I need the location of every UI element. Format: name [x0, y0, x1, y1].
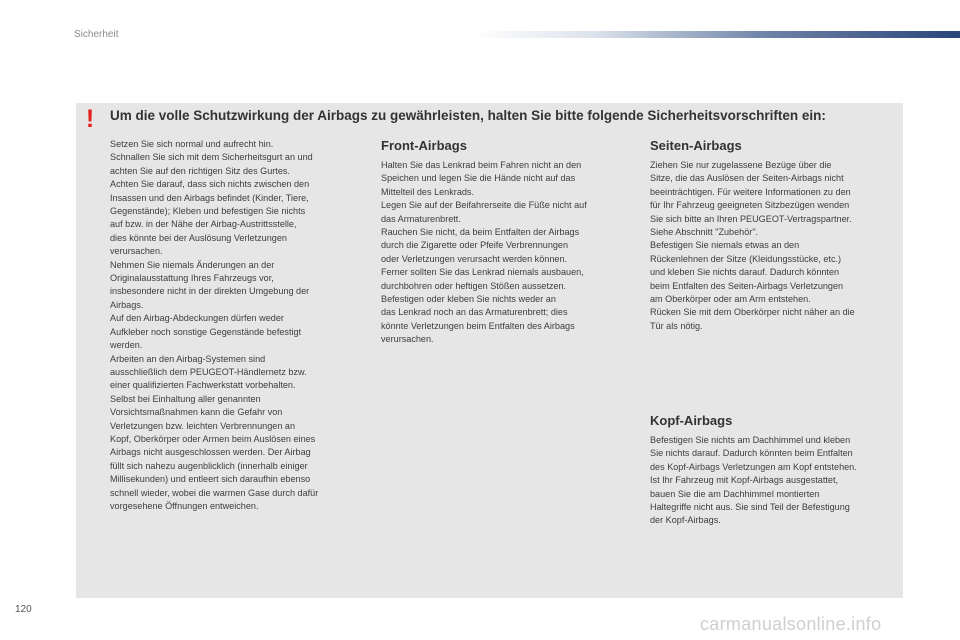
- text-line: Tür als nötig.: [650, 320, 703, 331]
- text-line: der Kopf-Airbags.: [650, 515, 721, 526]
- text-line: Mittelteil des Lenkrads.: [381, 186, 475, 197]
- text-line: Arbeiten an den Airbag-Systemen sind: [110, 353, 266, 364]
- text-line: schnell wieder, wobei die warmen Gase durch dafür: [110, 487, 319, 498]
- text-line: Insassen und den Airbags befindet (Kinder, Tiere,: [110, 192, 309, 203]
- text-line: ausschließlich dem PEUGEOT-Händlernetz bzw.: [110, 366, 307, 377]
- page-number: 120: [15, 604, 32, 615]
- text-line: am Oberkörper oder am Arm entstehen.: [650, 294, 811, 305]
- text-line: Rauchen Sie nicht, da beim Entfalten der Airbags: [381, 227, 580, 238]
- text-line: beim Entfalten des Seiten-Airbags Verletzungen: [650, 280, 844, 291]
- text-line: Setzen Sie sich normal und aufrecht hin.: [110, 139, 274, 149]
- warning-title: Um die volle Schutzwirkung der Airbags zu gewährleisten, halten Sie bitte folgende Sicherheitsvorschriften ein:: [110, 108, 826, 123]
- text-line: Rücken Sie mit dem Oberkörper nicht näher an die: [650, 307, 855, 318]
- text-line: das Lenkrad noch an das Armaturenbrett; dies: [381, 307, 568, 318]
- text-line: Befestigen Sie nichts am Dachhimmel und kleben: [650, 435, 851, 445]
- watermark: carmanualsonline.info: [700, 614, 882, 634]
- text-line: Gegenstände); Kleben und befestigen Sie nichts: [110, 206, 306, 217]
- general-rules: [110, 138, 362, 513]
- text-line: Achten Sie darauf, dass sich nichts zwischen den: [110, 179, 310, 190]
- text-line: Halten Sie das Lenkrad beim Fahren nicht an den: [381, 160, 582, 170]
- side-airbags-heading: Seiten-Airbags: [650, 138, 742, 153]
- text-line: auf bzw. in der Nähe der Airbag-Austrittsstelle,: [110, 219, 297, 230]
- text-line: Originalausstattung Ihres Fahrzeugs vor,: [110, 273, 274, 284]
- text-line: Sitze, die das Auslösen der Seiten-Airbags nicht: [650, 173, 844, 184]
- text-line: durchbohren oder heftigen Stößen aussetzen.: [381, 280, 567, 291]
- text-line: vorgesehene Öffnungen entweichen.: [110, 500, 259, 511]
- text-line: Aufkleber noch sonstige Gegenstände befestigt: [110, 326, 302, 337]
- text-line: Sie sich bitte an Ihren PEUGEOT-Vertragspartner.: [650, 213, 852, 224]
- text-line: füllt sich nahezu augenblicklich (innerhalb einiger: [110, 460, 308, 471]
- text-line: Kopf, Oberkörper oder Armen beim Auslösen eines: [110, 433, 316, 444]
- text-line: Rückenlehnen der Sitze (Kleidungsstücke, etc.): [650, 253, 842, 264]
- head-airbags-heading: Kopf-Airbags: [650, 413, 733, 428]
- text-line: Auf den Airbag-Abdeckungen dürfen weder: [110, 313, 284, 324]
- text-line: Befestigen Sie niemals etwas an den: [650, 240, 800, 251]
- text-line: verursachen.: [110, 246, 163, 257]
- head-airbags-text: [650, 434, 900, 528]
- text-line: Ferner sollten Sie das Lenkrad niemals ausbauen,: [381, 267, 584, 278]
- text-line: Vorsichtsmaßnahmen kann die Gefahr von: [110, 407, 283, 418]
- text-line: Airbags nicht ausgeschlossen werden. Der Airbag: [110, 447, 311, 458]
- front-airbags-heading: Front-Airbags: [381, 138, 467, 153]
- text-line: durch die Zigarette oder Pfeife Verbrennungen: [381, 240, 569, 251]
- text-line: Verletzungen bzw. leichten Verbrennungen an: [110, 420, 296, 431]
- text-line: für Ihr Fahrzeug geeigneten Sitzbezügen wenden: [650, 200, 850, 211]
- text-line: insbesondere nicht in der direkten Umgebung der: [110, 286, 310, 297]
- text-line: Siehe Abschnitt "Zubehör".: [650, 227, 759, 238]
- text-line: Haltegriffe nicht aus. Sie sind Teil der Befestigung: [650, 502, 850, 513]
- text-line: könnte Verletzungen beim Entfalten des Airbags: [381, 320, 575, 331]
- text-line: des Kopf-Airbags Verletzungen am Kopf entstehen.: [650, 461, 857, 472]
- text-line: verursachen.: [381, 334, 434, 345]
- header-bar: [470, 31, 960, 38]
- text-line: und kleben Sie nichts darauf. Dadurch könnten: [650, 267, 840, 278]
- text-line: Legen Sie auf der Beifahrerseite die Füße nicht auf: [381, 200, 587, 211]
- text-line: Befestigen oder kleben Sie nichts weder an: [381, 294, 556, 305]
- text-line: Millisekunden) und entleert sich daraufhin ebenso: [110, 474, 311, 485]
- text-line: Airbags.: [110, 299, 144, 310]
- text-line: einer qualifizierten Fachwerkstatt vorbehalten.: [110, 380, 296, 391]
- text-line: Selbst bei Einhaltung aller genannten: [110, 393, 261, 404]
- text-line: Sie nichts darauf. Dadurch könnten beim Entfalten: [650, 448, 853, 459]
- text-line: Speichen und legen Sie die Hände nicht auf das: [381, 173, 576, 184]
- text-line: dies könnte bei der Auslösung Verletzungen: [110, 232, 287, 243]
- text-line: beeinträchtigen. Für weitere Informationen zu den: [650, 186, 851, 197]
- text-line: oder Verletzungen verursacht werden können.: [381, 253, 568, 264]
- exclamation-icon: !: [85, 105, 95, 133]
- side-airbags-text: [650, 159, 900, 333]
- text-line: Schnallen Sie sich mit dem Sicherheitsgurt an und: [110, 152, 313, 163]
- text-line: werden.: [110, 340, 143, 351]
- text-line: Ist Ihr Fahrzeug mit Kopf-Airbags ausgestattet,: [650, 475, 839, 486]
- front-airbags-text: [381, 159, 631, 347]
- text-line: Ziehen Sie nur zugelassene Bezüge über die: [650, 160, 832, 170]
- text-line: Nehmen Sie niemals Änderungen an der: [110, 259, 275, 270]
- text-line: achten Sie auf den richtigen Sitz des Gurtes.: [110, 165, 290, 176]
- text-line: das Armaturenbrett.: [381, 213, 461, 224]
- text-line: bauen Sie die am Dachhimmel montierten: [650, 488, 820, 499]
- section-label: Sicherheit: [74, 29, 119, 40]
